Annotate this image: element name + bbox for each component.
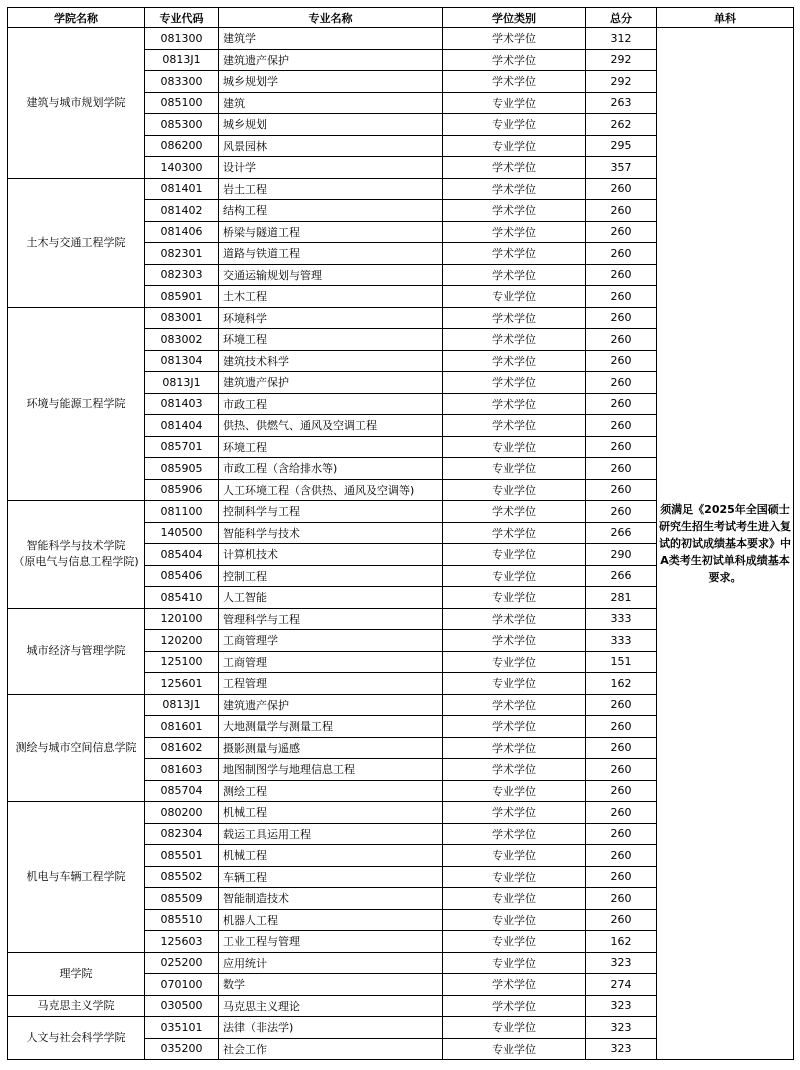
major-cell: 控制科学与工程 — [219, 501, 443, 523]
major-cell: 工商管理 — [219, 651, 443, 673]
degree-cell: 学术学位 — [443, 329, 586, 351]
total-cell: 357 — [586, 157, 657, 179]
code-cell: 085509 — [145, 888, 219, 910]
degree-cell: 专业学位 — [443, 92, 586, 114]
total-cell: 262 — [586, 114, 657, 136]
header-code: 专业代码 — [145, 8, 219, 28]
degree-cell: 学术学位 — [443, 243, 586, 265]
major-cell: 城乡规划 — [219, 114, 443, 136]
college-name — [8, 802, 145, 953]
code-cell: 081403 — [145, 393, 219, 415]
code-cell: 085501 — [145, 845, 219, 867]
major-cell: 控制工程 — [219, 565, 443, 587]
total-cell: 260 — [586, 307, 657, 329]
major-cell: 工商管理学 — [219, 630, 443, 652]
code-cell: 085906 — [145, 479, 219, 501]
code-cell: 085701 — [145, 436, 219, 458]
degree-cell: 学术学位 — [443, 157, 586, 179]
code-cell: 0813J1 — [145, 694, 219, 716]
score-table — [7, 7, 794, 1060]
code-cell: 085905 — [145, 458, 219, 480]
major-cell: 建筑技术科学 — [219, 350, 443, 372]
total-cell: 260 — [586, 415, 657, 437]
major-cell: 机械工程 — [219, 845, 443, 867]
college-name — [8, 1017, 145, 1060]
code-cell: 035200 — [145, 1038, 219, 1060]
college-name-line: 理学院 — [59, 966, 93, 980]
degree-cell: 学术学位 — [443, 49, 586, 71]
degree-cell: 专业学位 — [443, 1038, 586, 1060]
major-cell: 测绘工程 — [219, 780, 443, 802]
total-cell: 323 — [586, 1038, 657, 1060]
major-cell: 工业工程与管理 — [219, 931, 443, 953]
major-cell: 机器人工程 — [219, 909, 443, 931]
major-cell: 计算机技术 — [219, 544, 443, 566]
code-cell: 085100 — [145, 92, 219, 114]
major-cell: 建筑遗产保护 — [219, 694, 443, 716]
major-cell: 设计学 — [219, 157, 443, 179]
degree-cell: 学术学位 — [443, 802, 586, 824]
total-cell: 323 — [586, 995, 657, 1017]
total-cell: 260 — [586, 759, 657, 781]
code-cell: 0813J1 — [145, 49, 219, 71]
total-cell: 260 — [586, 393, 657, 415]
code-cell: 081402 — [145, 200, 219, 222]
code-cell: 0813J1 — [145, 372, 219, 394]
table-row — [8, 28, 794, 50]
header-total: 总分 — [586, 8, 657, 28]
degree-cell: 学术学位 — [443, 221, 586, 243]
college-name — [8, 178, 145, 307]
code-cell: 085406 — [145, 565, 219, 587]
major-cell: 城乡规划学 — [219, 71, 443, 93]
total-cell: 260 — [586, 845, 657, 867]
total-cell: 260 — [586, 329, 657, 351]
code-cell: 030500 — [145, 995, 219, 1017]
major-cell: 载运工具运用工程 — [219, 823, 443, 845]
major-cell: 岩土工程 — [219, 178, 443, 200]
code-cell: 125100 — [145, 651, 219, 673]
total-cell: 260 — [586, 479, 657, 501]
college-name — [8, 995, 145, 1017]
degree-cell: 学术学位 — [443, 350, 586, 372]
degree-cell: 专业学位 — [443, 286, 586, 308]
total-cell: 260 — [586, 866, 657, 888]
degree-cell: 学术学位 — [443, 307, 586, 329]
degree-cell: 学术学位 — [443, 71, 586, 93]
degree-cell: 学术学位 — [443, 759, 586, 781]
degree-cell: 专业学位 — [443, 479, 586, 501]
code-cell: 085410 — [145, 587, 219, 609]
total-cell: 260 — [586, 780, 657, 802]
total-cell: 260 — [586, 716, 657, 738]
code-cell: 140500 — [145, 522, 219, 544]
code-cell: 085510 — [145, 909, 219, 931]
degree-cell: 学术学位 — [443, 372, 586, 394]
college-name — [8, 608, 145, 694]
degree-cell: 专业学位 — [443, 114, 586, 136]
code-cell: 120100 — [145, 608, 219, 630]
college-name-line: 环境与能源工程学院 — [26, 396, 126, 410]
code-cell: 083300 — [145, 71, 219, 93]
major-cell: 建筑 — [219, 92, 443, 114]
college-name-line: 马克思主义学院 — [37, 998, 115, 1012]
degree-cell: 学术学位 — [443, 522, 586, 544]
code-cell: 025200 — [145, 952, 219, 974]
college-name-line: （原电气与信息工程学院) — [13, 555, 139, 569]
total-cell: 260 — [586, 350, 657, 372]
total-cell: 260 — [586, 264, 657, 286]
total-cell: 295 — [586, 135, 657, 157]
major-cell: 地图制图学与地理信息工程 — [219, 759, 443, 781]
degree-cell: 专业学位 — [443, 780, 586, 802]
total-cell: 260 — [586, 823, 657, 845]
header-degree: 学位类别 — [443, 8, 586, 28]
degree-cell: 学术学位 — [443, 995, 586, 1017]
major-cell: 市政工程（含给排水等) — [219, 458, 443, 480]
code-cell: 081300 — [145, 28, 219, 50]
code-cell: 081603 — [145, 759, 219, 781]
total-cell: 260 — [586, 888, 657, 910]
total-cell: 260 — [586, 178, 657, 200]
college-name — [8, 694, 145, 802]
table-body — [8, 28, 794, 1060]
code-cell: 125601 — [145, 673, 219, 695]
major-cell: 法律（非法学) — [219, 1017, 443, 1039]
college-name-line: 建筑与城市规划学院 — [26, 95, 126, 109]
total-cell: 260 — [586, 221, 657, 243]
college-name — [8, 307, 145, 501]
degree-cell: 学术学位 — [443, 415, 586, 437]
major-cell: 马克思主义理论 — [219, 995, 443, 1017]
degree-cell: 学术学位 — [443, 974, 586, 996]
degree-cell: 专业学位 — [443, 888, 586, 910]
degree-cell: 学术学位 — [443, 393, 586, 415]
major-cell: 道路与铁道工程 — [219, 243, 443, 265]
code-cell: 080200 — [145, 802, 219, 824]
total-cell: 260 — [586, 737, 657, 759]
total-cell: 260 — [586, 501, 657, 523]
total-cell: 260 — [586, 694, 657, 716]
major-cell: 车辆工程 — [219, 866, 443, 888]
major-cell: 桥梁与隧道工程 — [219, 221, 443, 243]
degree-cell: 专业学位 — [443, 587, 586, 609]
total-cell: 260 — [586, 909, 657, 931]
code-cell: 125603 — [145, 931, 219, 953]
total-cell: 260 — [586, 286, 657, 308]
code-cell: 082301 — [145, 243, 219, 265]
college-name-line: 人文与社会科学学院 — [26, 1031, 126, 1044]
college-name-line: 土木与交通工程学院 — [26, 235, 126, 249]
total-cell: 333 — [586, 608, 657, 630]
code-cell: 085404 — [145, 544, 219, 566]
code-cell: 081401 — [145, 178, 219, 200]
code-cell: 070100 — [145, 974, 219, 996]
total-cell: 260 — [586, 200, 657, 222]
header-major: 专业名称 — [219, 8, 443, 28]
college-name — [8, 501, 145, 609]
major-cell: 环境工程 — [219, 329, 443, 351]
degree-cell: 学术学位 — [443, 694, 586, 716]
code-cell: 035101 — [145, 1017, 219, 1039]
degree-cell: 专业学位 — [443, 673, 586, 695]
major-cell: 智能制造技术 — [219, 888, 443, 910]
total-cell: 323 — [586, 1017, 657, 1039]
total-cell: 290 — [586, 544, 657, 566]
code-cell: 082304 — [145, 823, 219, 845]
total-cell: 260 — [586, 372, 657, 394]
major-cell: 环境工程 — [219, 436, 443, 458]
code-cell: 081404 — [145, 415, 219, 437]
header-row — [8, 8, 794, 28]
degree-cell: 学术学位 — [443, 200, 586, 222]
total-cell: 292 — [586, 49, 657, 71]
degree-cell: 学术学位 — [443, 608, 586, 630]
total-cell: 162 — [586, 673, 657, 695]
degree-cell: 专业学位 — [443, 458, 586, 480]
code-cell: 085901 — [145, 286, 219, 308]
degree-cell: 专业学位 — [443, 436, 586, 458]
code-cell: 083001 — [145, 307, 219, 329]
code-cell: 086200 — [145, 135, 219, 157]
code-cell: 081100 — [145, 501, 219, 523]
degree-cell: 专业学位 — [443, 909, 586, 931]
degree-cell: 专业学位 — [443, 1017, 586, 1039]
major-cell: 数学 — [219, 974, 443, 996]
degree-cell: 专业学位 — [443, 845, 586, 867]
major-cell: 市政工程 — [219, 393, 443, 415]
total-cell: 292 — [586, 71, 657, 93]
major-cell: 摄影测量与遥感 — [219, 737, 443, 759]
code-cell: 081602 — [145, 737, 219, 759]
header-single: 单科 — [657, 8, 794, 28]
total-cell: 260 — [586, 436, 657, 458]
major-cell: 风景园林 — [219, 135, 443, 157]
major-cell: 应用统计 — [219, 952, 443, 974]
major-cell: 智能科学与技术 — [219, 522, 443, 544]
major-cell: 人工智能 — [219, 587, 443, 609]
major-cell: 建筑遗产保护 — [219, 49, 443, 71]
code-cell: 081304 — [145, 350, 219, 372]
code-cell: 120200 — [145, 630, 219, 652]
major-cell: 人工环境工程（含供热、通风及空调等) — [219, 479, 443, 501]
code-cell: 085704 — [145, 780, 219, 802]
total-cell: 162 — [586, 931, 657, 953]
code-cell: 081406 — [145, 221, 219, 243]
single-subject-note: 须满足《2025年全国硕士研究生招生考试考生进入复试的初试成绩基本要求》中A类考生初试单科成绩基本要求。 — [657, 28, 794, 1060]
degree-cell: 专业学位 — [443, 651, 586, 673]
degree-cell: 专业学位 — [443, 931, 586, 953]
degree-cell: 学术学位 — [443, 28, 586, 50]
degree-cell: 学术学位 — [443, 501, 586, 523]
major-cell: 供热、供燃气、通风及空调工程 — [219, 415, 443, 437]
major-cell: 土木工程 — [219, 286, 443, 308]
major-cell: 管理科学与工程 — [219, 608, 443, 630]
major-cell: 建筑遗产保护 — [219, 372, 443, 394]
college-name-line: 城市经济与管理学院 — [26, 644, 126, 657]
degree-cell: 学术学位 — [443, 737, 586, 759]
college-name — [8, 952, 145, 995]
total-cell: 312 — [586, 28, 657, 50]
major-cell: 社会工作 — [219, 1038, 443, 1060]
degree-cell: 专业学位 — [443, 565, 586, 587]
degree-cell: 学术学位 — [443, 264, 586, 286]
major-cell: 机械工程 — [219, 802, 443, 824]
degree-cell: 学术学位 — [443, 178, 586, 200]
total-cell: 266 — [586, 522, 657, 544]
total-cell: 281 — [586, 587, 657, 609]
degree-cell: 学术学位 — [443, 630, 586, 652]
total-cell: 333 — [586, 630, 657, 652]
degree-cell: 专业学位 — [443, 544, 586, 566]
degree-cell: 专业学位 — [443, 952, 586, 974]
major-cell: 结构工程 — [219, 200, 443, 222]
code-cell: 140300 — [145, 157, 219, 179]
college-name — [8, 28, 145, 179]
code-cell: 085300 — [145, 114, 219, 136]
major-cell: 环境科学 — [219, 307, 443, 329]
code-cell: 081601 — [145, 716, 219, 738]
total-cell: 274 — [586, 974, 657, 996]
total-cell: 151 — [586, 651, 657, 673]
total-cell: 260 — [586, 243, 657, 265]
total-cell: 260 — [586, 458, 657, 480]
total-cell: 266 — [586, 565, 657, 587]
degree-cell: 学术学位 — [443, 823, 586, 845]
college-name-line: 机电与车辆工程学院 — [26, 869, 126, 883]
major-cell: 交通运输规划与管理 — [219, 264, 443, 286]
total-cell: 260 — [586, 802, 657, 824]
major-cell: 建筑学 — [219, 28, 443, 50]
header-college: 学院名称 — [8, 8, 145, 28]
major-cell: 工程管理 — [219, 673, 443, 695]
degree-cell: 专业学位 — [443, 135, 586, 157]
degree-cell: 专业学位 — [443, 866, 586, 888]
college-name-line: 智能科学与技术学院 — [26, 539, 126, 553]
total-cell: 263 — [586, 92, 657, 114]
total-cell: 323 — [586, 952, 657, 974]
code-cell: 083002 — [145, 329, 219, 351]
code-cell: 082303 — [145, 264, 219, 286]
code-cell: 085502 — [145, 866, 219, 888]
degree-cell: 学术学位 — [443, 716, 586, 738]
college-name-line: 测绘与城市空间信息学院 — [15, 740, 137, 754]
major-cell: 大地测量学与测量工程 — [219, 716, 443, 738]
